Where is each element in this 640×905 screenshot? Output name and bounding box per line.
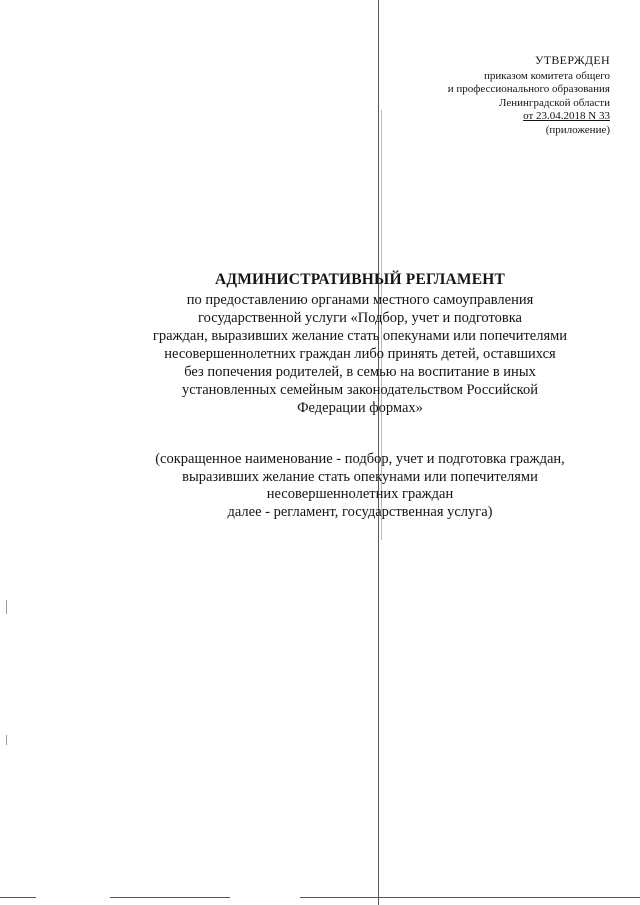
short-name-line: далее - регламент, государственная услуга) (227, 503, 493, 520)
regulation-line: Федерации формах» (297, 400, 423, 416)
regulation-line: без попечения родителей, в семью на воспитание в иных (184, 364, 536, 380)
approval-line: и профессионального образования (447, 83, 610, 95)
approval-stamp (448, 54, 610, 137)
short-name-line: (сокращенное наименование - подбор, учет и подготовка граждан, (155, 451, 565, 467)
scan-bottom-line (0, 897, 36, 898)
regulation-title-block (100, 270, 620, 417)
regulation-heading: АДМИНИСТРАТИВНЫЙ РЕГЛАМЕНТ (214, 271, 506, 288)
approval-line: Ленинградской области (499, 96, 610, 109)
short-name-block (85, 451, 635, 521)
regulation-line: по предоставлению органами местного самоуправления (186, 292, 534, 308)
approval-date: от 23.04.2018 N 33 (523, 110, 610, 122)
regulation-line: несовершеннолетних граждан либо принять детей, оставшихся (164, 346, 556, 362)
approval-line: приказом комитета общего (484, 69, 610, 82)
regulation-line: граждан, выразивших желание стать опекунами или попечителями (152, 328, 568, 344)
short-name-line: выразивших желание стать опекунами или попечителями (182, 468, 538, 485)
approval-note: (приложение) (545, 123, 610, 136)
regulation-line: установленных семейным законодательством Российской (182, 382, 538, 398)
regulation-line: государственной услуги «Подбор, учет и подготовка (198, 310, 522, 326)
scan-margin-mark (6, 600, 7, 614)
scan-bottom-line (300, 897, 640, 898)
scan-margin-mark (6, 735, 7, 745)
scan-bottom-line (110, 897, 230, 898)
approval-title: УТВЕРЖДЕН (534, 53, 610, 67)
short-name-line: несовершеннолетних граждан (266, 486, 454, 502)
